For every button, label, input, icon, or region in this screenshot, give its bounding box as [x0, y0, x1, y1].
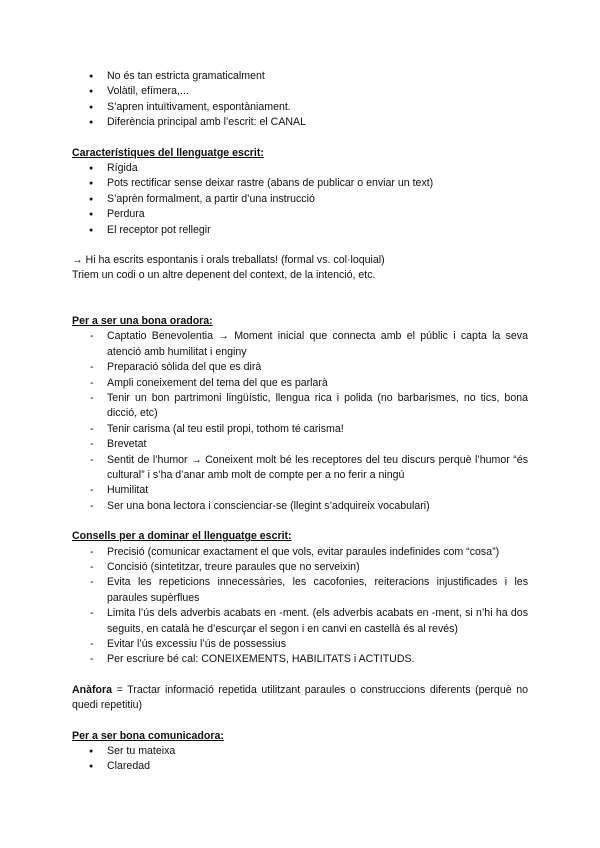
writing-tips-list: [72, 545, 528, 668]
written-features-heading: Característiques del llenguatge escrit:: [72, 146, 264, 159]
list-item: - Preparació sòlida del que es dirà: [72, 360, 528, 375]
list-item: ● Ser tu mateixa: [72, 744, 528, 759]
list-item: ● Diferència principal amb l’escrit: el CANAL: [72, 115, 528, 130]
list-item: - Captatio Benevolentia → Moment inicial que connecta amb el públic i capta la seva atenció amb humilitat i enginy: [72, 329, 528, 360]
list-item: ● Volàtil, efímera,...: [72, 84, 528, 99]
anaphora-definition: [72, 683, 528, 714]
oral-features-list: [72, 69, 528, 131]
list-item: ● No és tan estricta gramaticalment: [72, 69, 528, 84]
communicator-heading: Per a ser bona comunicadora:: [72, 729, 224, 742]
note-line: Triem un codi o un altre depenent del context, de la intenció, etc.: [72, 269, 376, 282]
list-item: - Precisió (comunicar exactament el que vols, evitar paraules indefinides com “cosa”): [72, 545, 528, 560]
anaphora-text: = Tractar informació repetida utilitzant paraules o construccions diferents (perquè no quedi repetitiu): [72, 683, 528, 712]
document-page: [72, 69, 528, 775]
list-item: - Tenir un bon partrimoni lingüístic, llengua rica i polida (no barbarismes, no tics, bona dicció, etc): [72, 391, 528, 422]
anaphora-term: Anàfora: [72, 683, 113, 696]
list-item: - Sentit de l’humor → Coneixent molt bé les receptores del teu discurs perquè l’humor “és cultural” i s’ha d’anar amb molt de compte per a no ferir a ningú: [72, 453, 528, 484]
list-item: - Evitar l’ús excessiu l’ús de possessius: [72, 637, 528, 652]
speaker-heading: Per a ser una bona oradora:: [72, 314, 213, 327]
list-item: - Concisió (sintetitzar, treure paraules que no serveixin): [72, 560, 528, 575]
speaker-list: [72, 329, 528, 514]
list-item: - Brevetat: [72, 437, 528, 452]
list-item: - Ampli coneixement del tema del que es parlarà: [72, 376, 528, 391]
list-item: - Ser una bona lectora i conscienciar-se (llegint s’adquireix vocabulari): [72, 499, 528, 514]
list-item: ● S’apren intuïtivament, espontàniament.: [72, 100, 528, 115]
written-features-list: [72, 161, 528, 238]
list-item: - Tenir carisma (al teu estil propi, tothom té carisma!: [72, 422, 528, 437]
list-item: ● El receptor pot rellegir: [72, 223, 528, 238]
list-item: - Per escriure bé cal: CONEIXEMENTS, HABILITATS i ACTITUDS.: [72, 652, 528, 667]
list-item: - Limita l’ús dels adverbis acabats en -ment. (els adverbis acabats en -ment, si n’hi ha dos seguits, en català he d’escurçar el segon i en canvi en castellà és al revés): [72, 606, 528, 637]
list-item: - Evita les repeticions innecessàries, les cacofonies, reiteracions injustificades i les paraules supèrflues: [72, 575, 528, 606]
list-item: ● Pots rectificar sense deixar rastre (abans de publicar o enviar un text): [72, 176, 528, 191]
list-item: - Humilitat: [72, 483, 528, 498]
list-item: ● Perdura: [72, 207, 528, 222]
communicator-list: [72, 744, 528, 775]
list-item: ● Rígida: [72, 161, 528, 176]
note-line: → Hi ha escrits espontanis i orals treballats! (formal vs. col·loquial): [72, 254, 385, 267]
list-item: ● Claredad: [72, 759, 528, 774]
list-item: ● S’aprèn formalment, a partir d’una instrucció: [72, 192, 528, 207]
writing-tips-heading: Consells per a dominar el llenguatge escrit:: [72, 530, 292, 543]
